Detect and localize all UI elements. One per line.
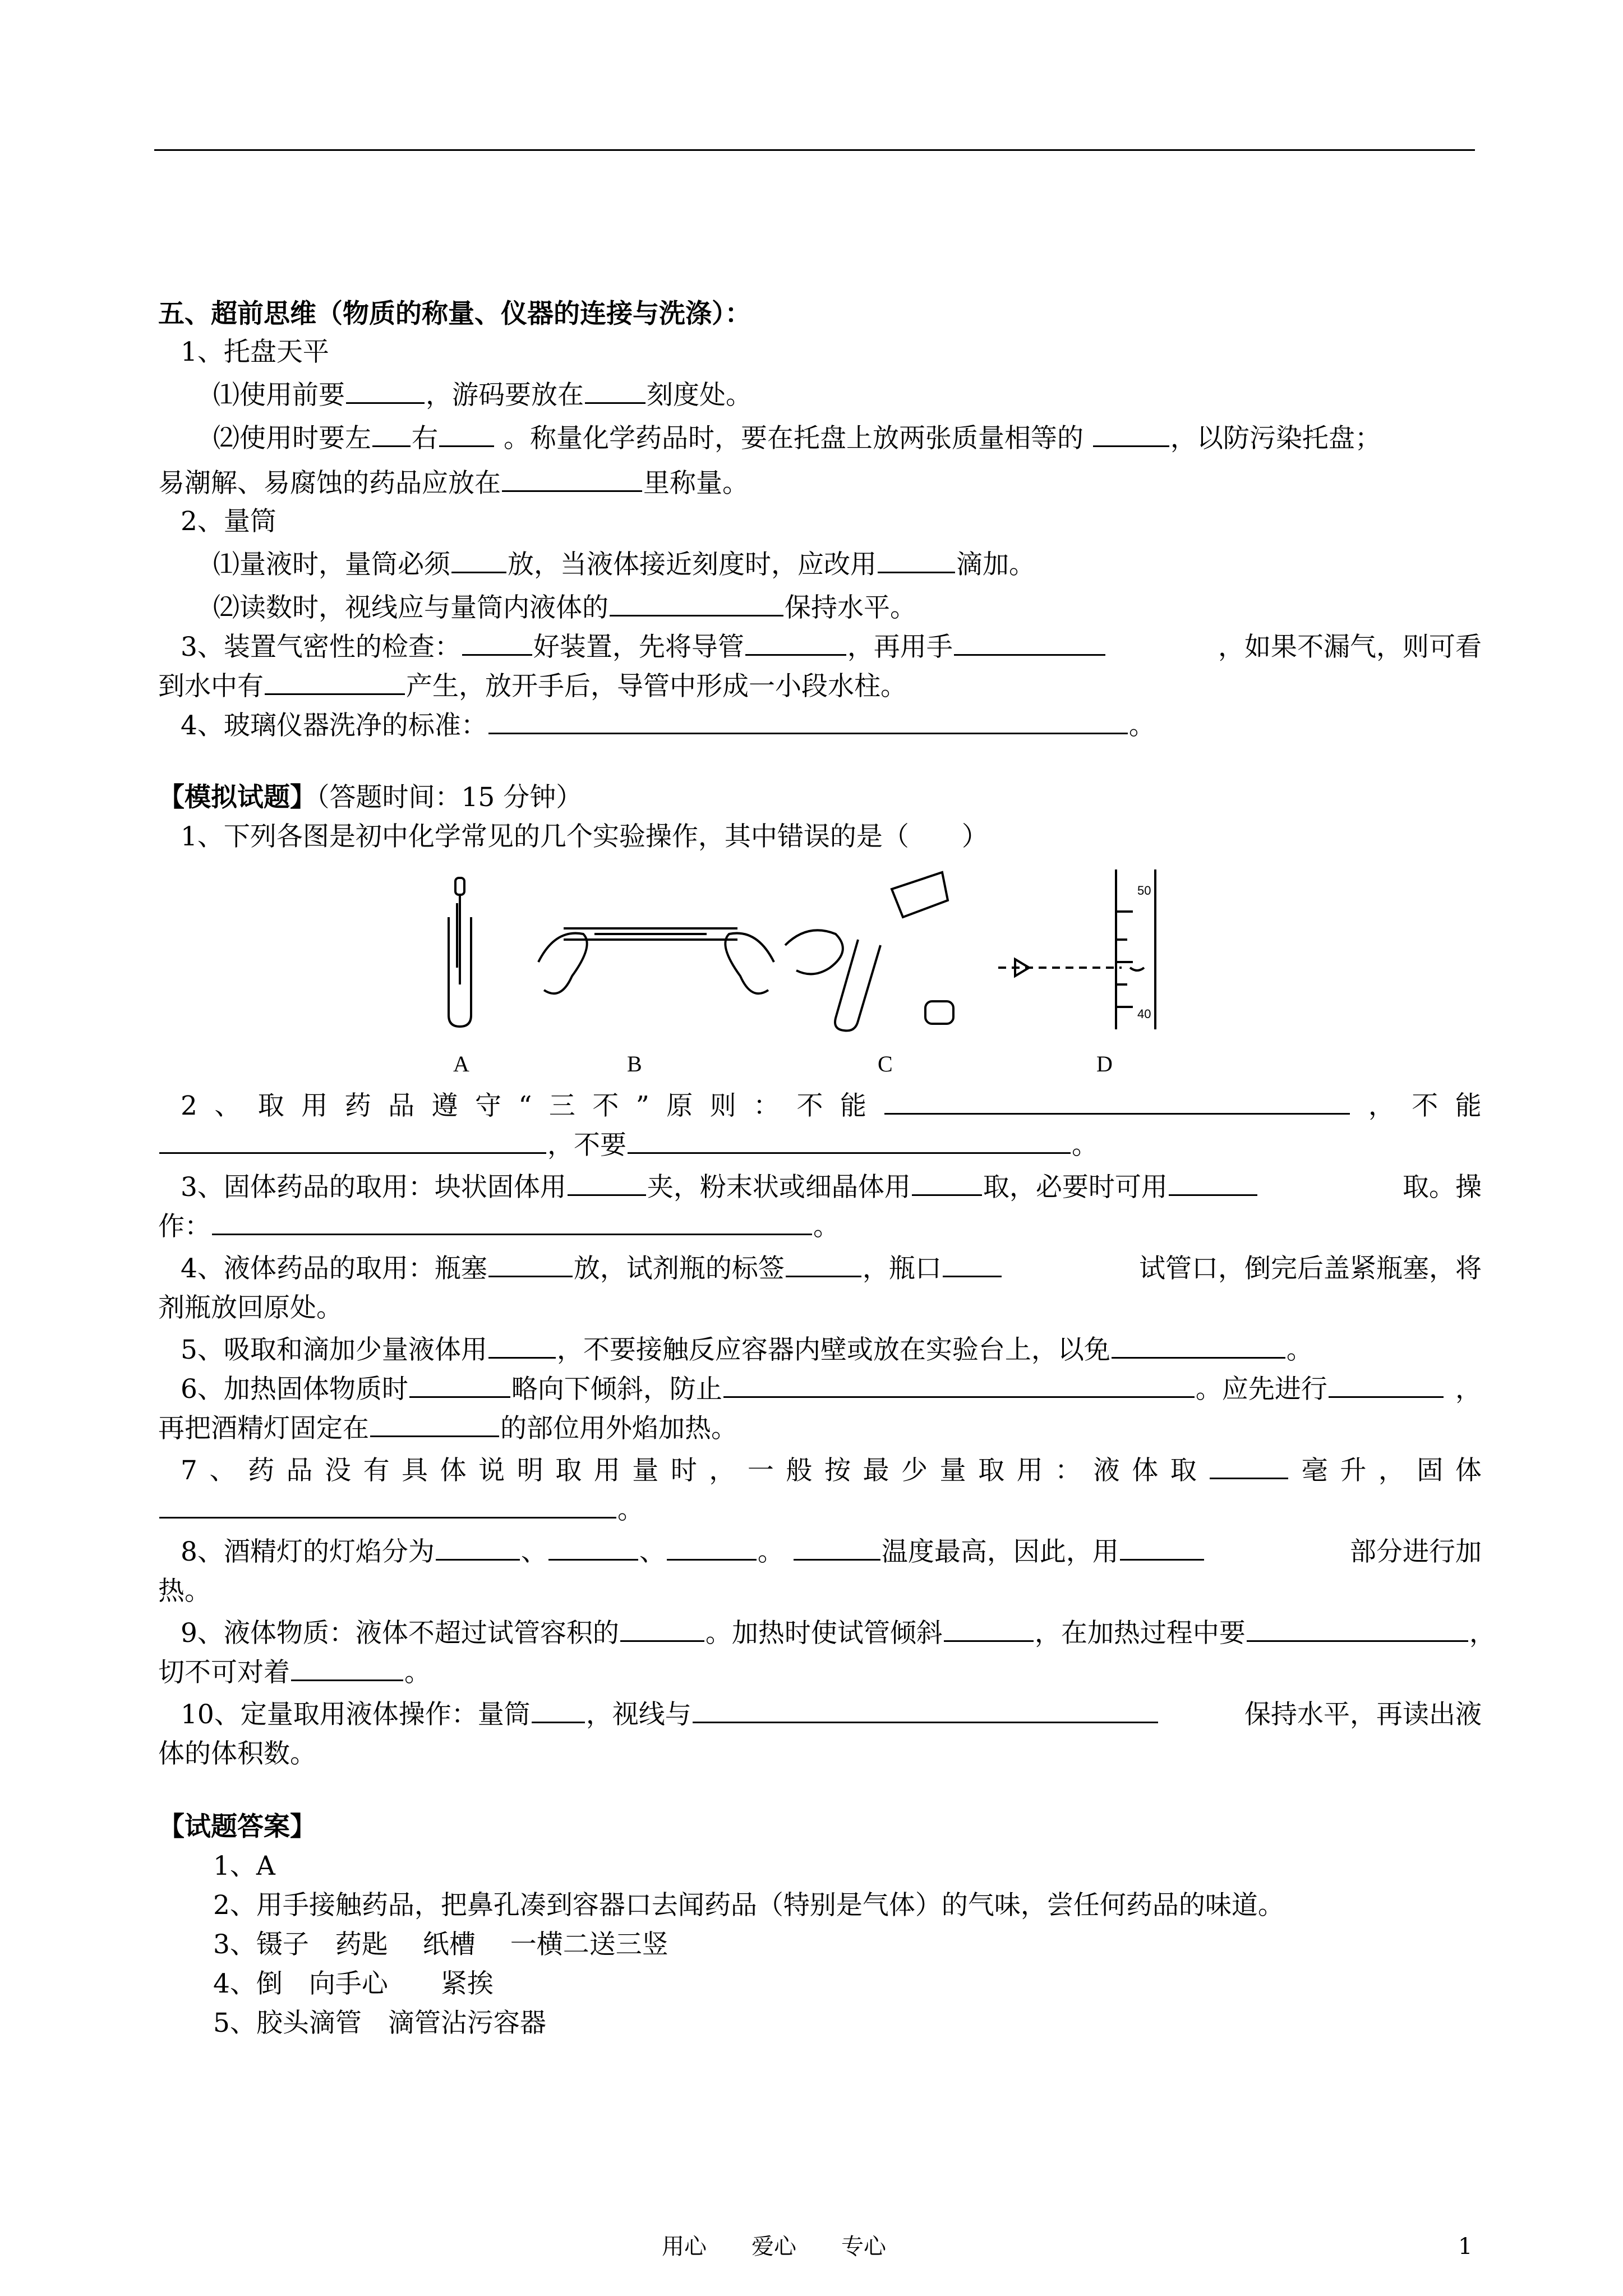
blank[interactable] (884, 1088, 1350, 1115)
q3a: 3、固体药品的取用：块状固体用 夹，粉末状或细晶体用 取，必要时可用 取。操 (181, 1170, 1482, 1205)
answer-2: 2、用手接触药品，把鼻孔凑到容器口去闻药品（特别是气体）的气味，尝任何药品的味道。 (213, 1890, 1284, 1921)
blank[interactable] (451, 547, 506, 573)
page-number: 1 (1458, 2234, 1473, 2260)
q6b: 再把酒精灯固定在 的部位用外焰加热。 (158, 1411, 1482, 1447)
blank[interactable] (1329, 1372, 1444, 1398)
blank[interactable] (409, 1372, 510, 1398)
blank[interactable] (159, 1128, 546, 1154)
item-3a: 3、装置气密性的检查： 好装置，先将导管 ，再用手 ，如果不漏气，则可看 (181, 629, 1482, 665)
figure-label-d: D (1096, 1051, 1113, 1076)
item-4: 4、玻璃仪器洗净的标准： 。 (181, 708, 1504, 744)
item-2b: ⑵读数时，视线应与量筒内液体的 保持水平。 (213, 590, 1537, 626)
figure-a-dropper (449, 878, 471, 1027)
blank[interactable] (745, 629, 846, 656)
blank[interactable] (693, 1697, 1158, 1723)
blank[interactable] (944, 1616, 1034, 1642)
blank[interactable] (502, 466, 642, 492)
q8a: 8、酒精灯的灯焰分为 、 、 。 温度最高，因此，用 部分进行加 (181, 1534, 1482, 1570)
blank[interactable] (488, 1251, 573, 1277)
footer-motto: 用心 爱心 专心 (662, 2234, 886, 2260)
blank[interactable] (532, 1697, 585, 1723)
blank[interactable] (585, 378, 645, 404)
q7b: 。 (158, 1492, 1482, 1528)
item-2-title: 2、量筒 (181, 506, 276, 537)
q9a: 9、液体物质：液体不超过试管容积的 。加热时使试管倾斜 ，在加热过程中要 ， (181, 1616, 1487, 1651)
blank[interactable] (265, 669, 405, 695)
blank[interactable] (667, 1534, 757, 1561)
item-3b: 到水中有 产生，放开手后，导管中形成一小段水柱。 (158, 669, 1482, 705)
q6a: 6、加热固体物质时 略向下倾斜，防止 。应先进行 ， (181, 1372, 1482, 1407)
blank[interactable] (346, 378, 425, 404)
q8b: 热。 (158, 1576, 211, 1607)
item-1b: ⑵使用时要左 右 。称量化学药品时，要在托盘上放两张质量相等的 ，以防污染托盘； (213, 421, 1537, 457)
blank[interactable] (436, 1534, 520, 1561)
figure-label-c: C (878, 1051, 893, 1076)
item-1-title: 1、托盘天平 (181, 337, 329, 367)
blank[interactable] (1169, 1170, 1257, 1196)
blank[interactable] (1112, 1332, 1285, 1359)
blank[interactable] (462, 629, 532, 656)
blank[interactable] (620, 1616, 704, 1642)
cylinder-tick-bottom: 40 (1137, 1007, 1151, 1021)
item-2a: ⑴量液时，量筒必须 放，当液体接近刻度时，应改用 滴加。 (213, 547, 1537, 583)
q2b: ，不要 。 (158, 1128, 1482, 1163)
header-rule (154, 149, 1475, 151)
blank[interactable] (794, 1534, 880, 1561)
answers-header: 【试题答案】 (158, 1811, 316, 1842)
q5: 5、吸取和滴加少量液体用 ，不要接触反应容器内壁或放在实验台上，以免 。 (181, 1332, 1504, 1368)
blank[interactable] (1247, 1616, 1468, 1642)
answer-3: 3、镊子 药匙 纸槽 一横二送三竖 (213, 1929, 668, 1960)
item-1a: ⑴使用前要 ，游码要放在 刻度处。 (213, 378, 1537, 413)
blank[interactable] (912, 1170, 982, 1196)
answer-1: 1、A (213, 1851, 275, 1881)
q9b: 切不可对着 。 (158, 1655, 1482, 1691)
cylinder-tick-top: 50 (1137, 884, 1151, 898)
blank[interactable] (1093, 421, 1169, 447)
answer-4: 4、倒 向手心 紧挨 (213, 1968, 494, 1999)
figure-b-hands-tube (538, 928, 774, 993)
blank[interactable] (370, 1411, 499, 1437)
blank[interactable] (212, 1209, 812, 1235)
q3b: 作： 。 (158, 1209, 1482, 1245)
item-1c: 易潮解、易腐蚀的药品应放在 里称量。 (158, 466, 1482, 501)
blank[interactable] (488, 708, 1128, 734)
q10a: 10、定量取用液体操作：量筒 ，视线与 保持水平，再读出液 (181, 1697, 1482, 1733)
q4b: 剂瓶放回原处。 (158, 1292, 343, 1323)
blank[interactable] (786, 1251, 861, 1277)
figure-c-pouring (785, 872, 953, 1030)
blank[interactable] (943, 1251, 1002, 1277)
mock-header: 【模拟试题】（答题时间：15 分钟） (158, 782, 583, 813)
blank[interactable] (723, 1372, 1195, 1398)
blank[interactable] (488, 1332, 556, 1359)
q2a: 2 、 取 用 药 品 遵 守 “ 三 不 ” 原 则 ： 不 能 ， 不 能 (181, 1088, 1482, 1124)
q4a: 4、液体药品的取用：瓶塞 放，试剂瓶的标签 ，瓶口 试管口，倒完后盖紧瓶塞，将 (181, 1251, 1482, 1287)
blank[interactable] (878, 547, 955, 573)
blank[interactable] (548, 1534, 638, 1561)
answer-5: 5、胶头滴管 滴管沾污容器 (213, 2008, 546, 2039)
blank[interactable] (568, 1170, 646, 1196)
blank[interactable] (628, 1128, 1071, 1154)
figure-label-a: A (453, 1051, 469, 1076)
experiment-figure (426, 855, 1245, 1077)
figure-d-cylinder (998, 869, 1155, 1029)
q1: 1、下列各图是初中化学常见的几个实验操作，其中错误的是（ ） (181, 821, 988, 852)
blank[interactable] (159, 1492, 616, 1519)
blank[interactable] (372, 421, 411, 447)
blank[interactable] (610, 590, 783, 616)
figure-label-b: B (627, 1051, 642, 1076)
blank[interactable] (439, 421, 494, 447)
blank[interactable] (1210, 1453, 1288, 1479)
q10b: 体的体积数。 (158, 1738, 316, 1769)
blank[interactable] (291, 1655, 403, 1681)
section5-title: 五、超前思维（物质的称量、仪器的连接与洗涤）： (158, 298, 751, 329)
q7a: 7 、 药 品 没 有 具 体 说 明 取 用 量 时 ， 一 般 按 最 少 量 取 用 ： 液 体 取 毫 升 ， 固 体 (181, 1453, 1482, 1489)
blank[interactable] (1120, 1534, 1204, 1561)
blank[interactable] (954, 629, 1105, 656)
